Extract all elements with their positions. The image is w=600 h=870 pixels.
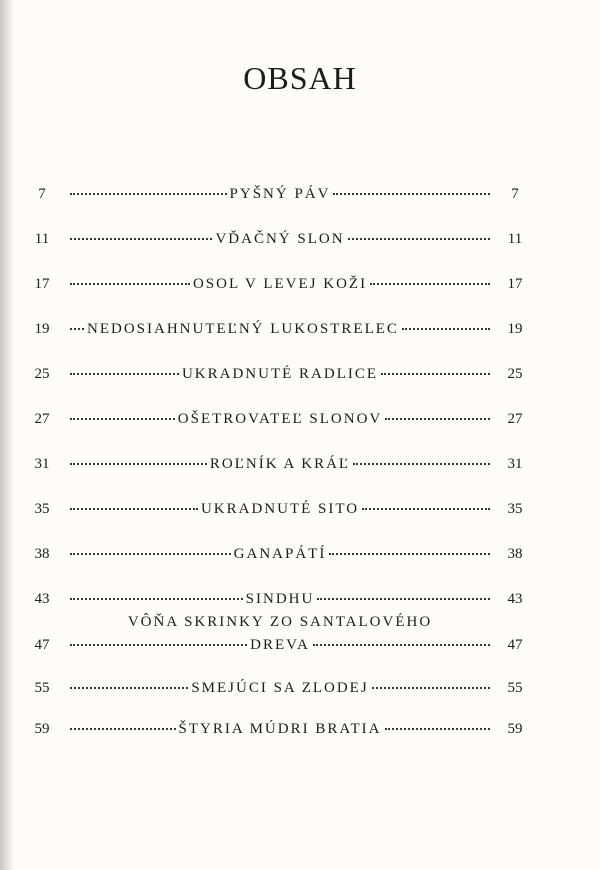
dot-leader	[353, 462, 490, 465]
toc-page-right: 27	[507, 411, 523, 427]
toc-page-right: 11	[507, 231, 523, 247]
toc-page-right: 43	[507, 591, 523, 607]
toc-page-left: 35	[34, 501, 50, 517]
dot-leader	[348, 237, 490, 240]
toc-page-left: 31	[34, 456, 50, 472]
toc-page-left: 38	[34, 546, 50, 562]
toc-leader-line	[70, 721, 490, 738]
dot-leader	[70, 552, 231, 555]
toc-entry	[0, 456, 600, 496]
toc-entry	[0, 366, 600, 406]
dot-leader	[70, 727, 176, 730]
toc-title: NEDOSIAHNUTEĽNÝ LUKOSTRELEC	[87, 321, 399, 337]
dot-leader	[70, 417, 175, 420]
toc-page-right: 7	[511, 186, 519, 202]
toc-leader-line	[70, 321, 490, 338]
toc-page-right: 17	[507, 276, 523, 292]
toc-title: VĎAČNÝ SLON	[215, 231, 345, 247]
toc-title: ROĽNÍK A KRÁĽ	[209, 456, 351, 472]
dot-leader	[70, 597, 243, 600]
toc-page-left: 19	[34, 321, 50, 337]
toc-leader-line	[70, 366, 490, 383]
toc-entry	[0, 501, 600, 541]
dot-leader	[70, 372, 179, 375]
toc-leader-line	[70, 411, 490, 428]
dot-leader	[372, 686, 490, 689]
toc-title: OSOL V LEVEJ KOŽI	[192, 276, 368, 292]
dot-leader	[381, 372, 490, 375]
dot-leader	[313, 643, 490, 646]
toc-leader-line	[70, 546, 490, 563]
toc-title: UKRADNUTÉ RADLICE	[181, 366, 379, 382]
toc-leader-line	[70, 591, 490, 608]
dot-leader	[70, 643, 247, 646]
dot-leader	[333, 192, 490, 195]
toc-entry	[0, 546, 600, 586]
dot-leader	[70, 192, 227, 195]
toc-page-left: 59	[34, 721, 50, 737]
toc-leader-line	[70, 501, 490, 518]
toc-page-right: 59	[507, 721, 523, 737]
toc-page-right: 31	[507, 456, 523, 472]
toc-title: SINDHU	[245, 591, 315, 607]
dot-leader	[70, 327, 84, 330]
page-title: OBSAH	[243, 60, 357, 96]
dot-leader	[385, 727, 491, 730]
toc-page-left: 55	[34, 680, 50, 696]
dot-leader	[70, 686, 188, 689]
toc-page-left: 47	[34, 637, 50, 653]
toc-entry	[0, 680, 600, 720]
toc-title-first-line: VÔŇA SKRINKY ZO SANTALOVÉHO	[127, 614, 433, 630]
toc-entry	[0, 276, 600, 316]
toc-entry	[0, 231, 600, 271]
toc-entry	[0, 411, 600, 451]
toc-page-right: 55	[507, 680, 523, 696]
toc-page-right: 19	[507, 321, 523, 337]
dot-leader	[362, 507, 490, 510]
toc-leader-line	[70, 637, 490, 654]
toc-page-left: 43	[34, 591, 50, 607]
toc-page-right: 38	[507, 546, 523, 562]
toc-entry	[0, 321, 600, 361]
toc-page-left: 7	[38, 186, 46, 202]
toc-page-left: 11	[34, 231, 50, 247]
toc-page-right: 35	[507, 501, 523, 517]
toc-title: DREVA	[250, 637, 310, 653]
dot-leader	[70, 237, 212, 240]
toc-leader-line	[70, 186, 490, 203]
dot-leader	[70, 282, 190, 285]
toc-entry	[0, 614, 600, 674]
toc-title: GANAPÁTÍ	[233, 546, 327, 562]
dot-leader	[329, 552, 490, 555]
toc-page-left: 25	[34, 366, 50, 382]
toc-title: OŠETROVATEĽ SLONOV	[177, 411, 383, 427]
dot-leader	[402, 327, 490, 330]
toc-page-right: 25	[507, 366, 523, 382]
toc-leader-line	[70, 680, 490, 697]
toc-page-left: 17	[34, 276, 50, 292]
dot-leader	[385, 417, 490, 420]
toc-title: PYŠNÝ PÁV	[229, 186, 331, 202]
toc-leader-line	[70, 456, 490, 473]
dot-leader	[317, 597, 490, 600]
toc-entry	[0, 721, 600, 761]
toc-leader-line	[70, 231, 490, 248]
toc-title: ŠTYRIA MÚDRI BRATIA	[178, 721, 382, 737]
toc-page-right: 47	[507, 637, 523, 653]
dot-leader	[70, 462, 207, 465]
toc-page-left: 27	[34, 411, 50, 427]
dot-leader	[370, 282, 490, 285]
toc-leader-line	[70, 276, 490, 293]
toc-title: SMEJÚCI SA ZLODEJ	[191, 680, 369, 696]
toc-entry	[0, 186, 600, 226]
dot-leader	[70, 507, 198, 510]
toc-title: UKRADNUTÉ SITO	[200, 501, 360, 517]
